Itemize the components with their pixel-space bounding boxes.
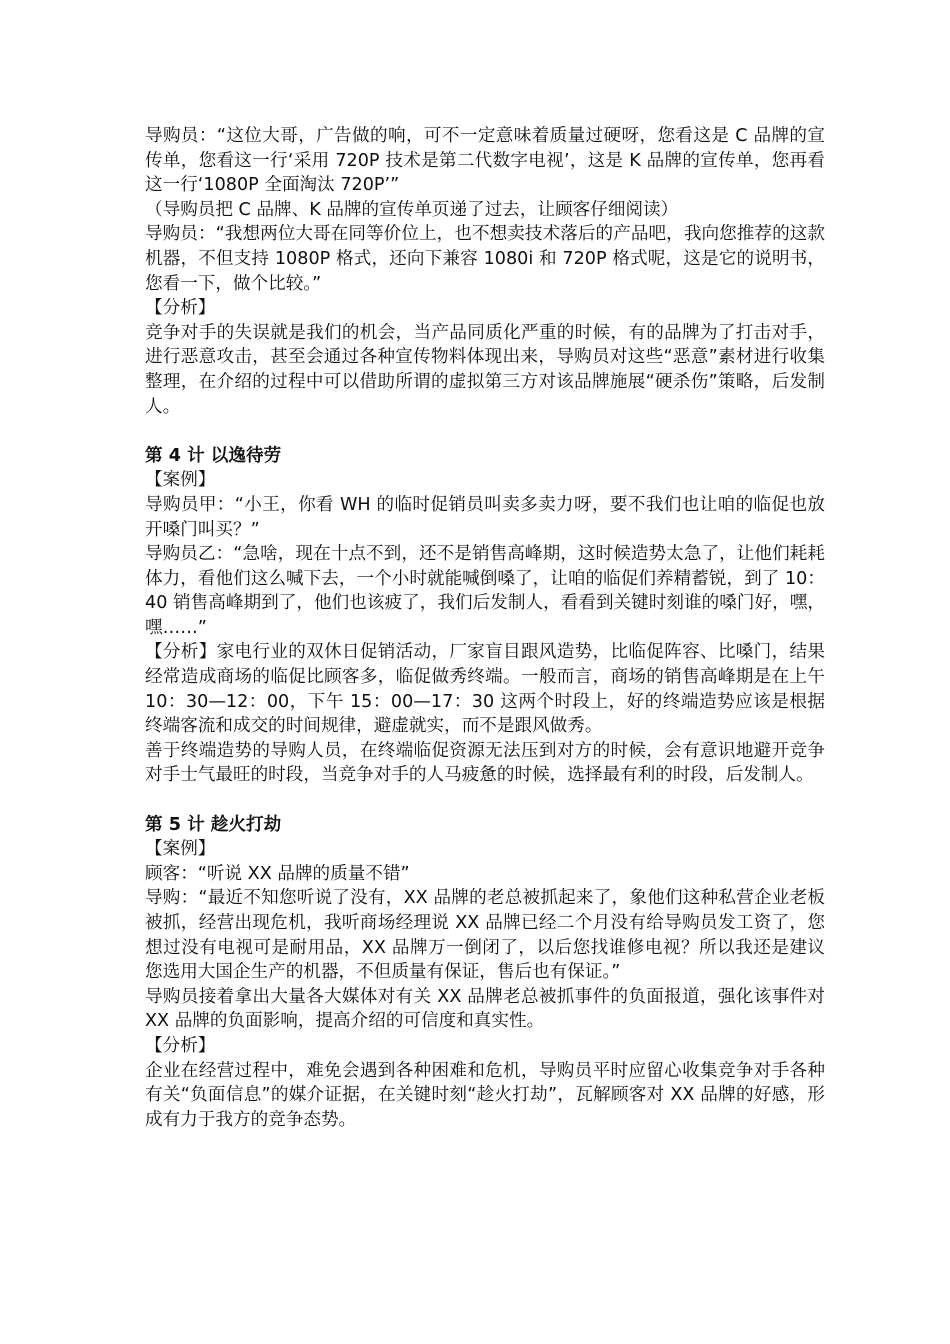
dialogue-paragraph: 导购员乙：“急啥，现在十点不到，还不是销售高峰期，这时候造势太急了，让他们耗耗体力，看他们这么喊下去，一个小时就能喊倒嗓了，让咱的临促们养精蓄锐，到了 10：40 销售高峰期到了，他们也该疲了，我们后发制人，看看到关键时刻谁的嗓门好，嘿，嘿……” xyxy=(145,544,825,638)
analysis-label: 【分析】 xyxy=(145,1035,216,1056)
dialogue-paragraph: 导购员：“这位大哥，广告做的响，可不一定意味着质量过硬呀，您看这是 C 品牌的宣传单，您看这一行‘采用 720P 技术是第二代数字电视’，这是 K 品牌的宣传单，您再看这一行‘1080P 全面淘汰 720P’” xyxy=(145,126,825,196)
dialogue-paragraph: 导购：“最近不知您听说了没有，XX 品牌的老总被抓起来了，象他们这种私营企业老板被抓，经营出现危机，我听商场经理说 XX 品牌已经二个月没有给导购员发工资了，您想过没有电视可是耐用品，XX 品牌万一倒闭了，以后您找谁修电视？所以我还是建议您选用大国企生产的机器，不但质量有保证，售后也有保证。” xyxy=(145,888,825,983)
analysis-paragraph: 【分析】家电行业的双休日促销活动，厂家盲目跟风造势，比临促阵容、比嗓门，结果经常造成商场的临促比顾客多，临促做秀终端。一般而言，商场的销售高峰期是在上午 10：30—12：00，下午 15：00—17：30 这两个时段上，好的终端造势应该是根据终端客流和成交的时间规律，避虚就实，而不是跟风做秀。 xyxy=(145,642,825,737)
analysis-label: 【分析】 xyxy=(145,298,216,319)
narration-paragraph: 导购员接着拿出大量各大媒体对有关 XX 品牌老总被抓事件的负面报道，强化该事件对 XX 品牌的负面影响，提高介绍的可信度和真实性。 xyxy=(145,986,825,1032)
dialogue-paragraph: 导购员甲：“小王，你看 WH 的临时促销员叫卖多卖力呀，要不我们也让咱的临促也放开嗓门叫买？” xyxy=(145,494,825,540)
narration-paragraph: （导购员把 C 品牌、K 品牌的宣传单页递了过去，让顾客仔细阅读） xyxy=(145,199,679,220)
dialogue-paragraph: 导购员：“我想两位大哥在同等价位上，也不想卖技术落后的产品吧，我向您推荐的这款机器，不但支持 1080P 格式，还向下兼容 1080i 和 720P 格式呢，这是它的说明书，您看一下，做个比较。” xyxy=(145,224,825,294)
case-label: 【案例】 xyxy=(145,470,216,491)
section-heading: 第 5 计 趁火打劫 xyxy=(145,814,282,835)
analysis-paragraph: 善于终端造势的导购人员，在终端临促资源无法压到对方的时候，会有意识地避开竞争对手士气最旺的时段，当竞争对手的人马疲惫的时候，选择最有利的时段，后发制人。 xyxy=(145,740,825,786)
dialogue-paragraph: 顾客：“听说 XX 品牌的质量不错” xyxy=(145,863,410,884)
section-heading: 第 4 计 以逸待劳 xyxy=(145,445,282,466)
case-label: 【案例】 xyxy=(145,839,216,860)
document-page xyxy=(145,124,825,1132)
analysis-paragraph: 竞争对手的失误就是我们的机会，当产品同质化严重的时候，有的品牌为了打击对手，进行恶意攻击，甚至会通过各种宣传物料体现出来，导购员对这些“恶意”素材进行收集整理，在介绍的过程中可以借助所谓的虚拟第三方对该品牌施展“硬杀伤”策略，后发制人。 xyxy=(145,322,825,417)
analysis-paragraph: 企业在经营过程中，难免会遇到各种困难和危机，导购员平时应留心收集竞争对手各种有关“负面信息”的媒介证据，在关键时刻“趁火打劫”，瓦解顾客对 XX 品牌的好感，形成有力于我方的竞争态势。 xyxy=(145,1060,825,1130)
